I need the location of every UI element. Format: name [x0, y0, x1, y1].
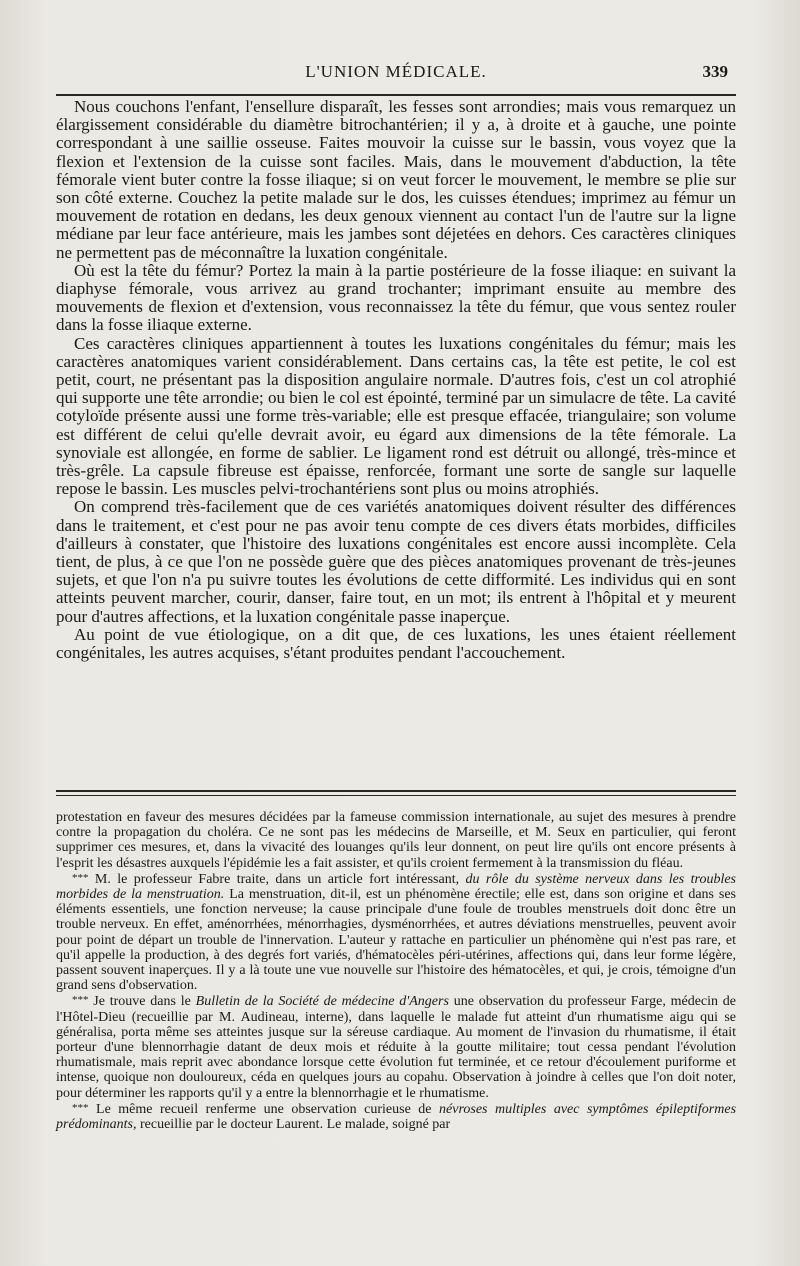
paragraph: Où est la tête du fémur? Portez la main à la partie postérieure de la fosse iliaque: en suivant la diaphyse fémorale, vous arrivez au grand trochanter; imprimant ensuite au membre des mouvements de flexion et d'extension, vous reconnaissez la tête du fémur, que vous sentez rouler dans la fosse iliaque externe.: [56, 260, 736, 335]
note-text: Le même recueil renferme une observation curieuse de: [96, 1101, 432, 1117]
note-text: M. le professeur Fabre traite, dans un article fort intéressant,: [94, 871, 460, 887]
paragraph: Au point de vue étiologique, on a dit que, de ces luxations, les unes étaient réellement congénitales, les autres acquises, s'étant produites pendant l'accouchement.: [56, 624, 736, 663]
section-divider: [56, 790, 736, 792]
main-text: [56, 98, 736, 662]
header-rule: [56, 94, 736, 96]
paragraph: Nous couchons l'enfant, l'ensellure disparaît, les fesses sont arrondies; mais vous remarquez un élargissement considérable du diamètre bitrochantérien; il y a, à droite et à gauche, une pointe correspondant à une saillie osseuse. Faites mouvoir la cuisse sur le bassin, vous voyez que la flexion et l'extension de la cuisse sont faciles. Mais, dans le mouvement d'abduction, la tête fémorale vient buter contre la fosse iliaque; si on veut forcer le mouvement, le membre se plie sur son côté externe. Couchez la petite malade sur le dos, les cuisses étendues; imprimez au fémur un mouvement de rotation en dedans, les deux genoux viennent au contact l'un de l'autre sur la ligne médiane par leur face antérieure, mais les jambes sont déjetées en dehors. Ces caractères cliniques ne permettent pas de méconnaître la luxation congénitale.: [56, 97, 736, 262]
paragraph: Ces caractères cliniques appartiennent à toutes les luxations congénitales du fémur; mais les caractères anatomiques varient considérablement. Dans certains cas, la tête est petite, le col est petit, court, ne présentant pas la disposition angulaire normale. D'autres fois, c'est un col atrophié qui supporte une tête arrondie; ou bien le col est épointé, terminé par un simulacre de tête. La cavité cotyloïde présente aussi une forme très-variable; elle est presque effacée, triangulaire; son volume est différent de celui qu'elle devrait avoir, eu égard aux dimensions de la tête fémorale. La synoviale est allongée, en forme de sablier. Le ligament rond est détruit ou allongé, très-mince et très-grêle. La capsule fibreuse est épaisse, renforcée, formant une sorte de sangle sur laquelle repose le bassin. Les muscles pelvi-trochantériens sont plus ou moins atrophiés.: [56, 333, 736, 499]
page-header: [56, 62, 736, 86]
section-divider-thin: [56, 795, 736, 796]
running-title: L'UNION MÉDICALE.: [305, 62, 487, 81]
note-text: La menstruation, dit-il, est un phénomène érectile; elle est, dans son origine et dans ses éléments essentiels, une fonction nerveuse; la cause principale d'une foule de troubles menstruels doit donc être un trouble nerveux. En effet, aménorrhées, ménorrhagies, dysménorrhées, et autres déviations menstruelles, peuvent avoir pour point de départ un trouble de l'innervation. L'auteur y rattache en particulier un phénomène qui n'est pas rare, et qu'il appelle la production, à des degrés fort variés, d'hématocèles péri-utérines, affections qui, dans leur forme légère, passent souvent inaperçues. Il y a là toute une vue nouvelle sur l'histoire des hématocèles, et qui, je crois, témoigne d'un grand sens d'observation.: [56, 887, 736, 994]
note-text: recueillie par le docteur Laurent. Le malade, soigné par: [140, 1117, 451, 1133]
asterism-icon: ***: [72, 871, 89, 884]
note-text: Je trouve dans le: [93, 994, 191, 1010]
note-paragraph: [56, 1101, 736, 1132]
note-paragraph: protestation en faveur des mesures décidées par la fameuse commission internationale, au sujet des mesures à prendre contre la propagation du choléra. Ce ne sont pas les médecins de Marseille, et M. Seux en particulier, qui feront supprimer ces mesures, et, dans la vivacité des louanges qu'ils leur donnent, on peut lire qu'ils ont encore présents à l'esprit les désastres auxquels l'épidémie les a fait assister, et qu'ils croient fermement à la transmission du fléau.: [56, 810, 736, 871]
paragraph: On comprend très-facilement que de ces variétés anatomiques doivent résulter des différences dans le traitement, et c'est pour ne pas avoir tenu compte de ces divers états morbides, difficiles d'ailleurs à constater, que l'histoire des luxations congénitales est encore aussi incomplète. Cela tient, de plus, à ce que l'on ne possède guère que des pièces anatomiques provenant de très-jeunes sujets, et que l'on n'a pu suivre toutes les évolutions de cette difformité. Les individus qui en sont atteints peuvent marcher, courir, danser, faire tout, en un mot; ils entrent à l'hôpital et y meurent pour d'autres affections, et la luxation congénitale passe inaperçue.: [56, 497, 736, 626]
note-paragraph: [56, 871, 736, 994]
article-title: névroses multiples avec symptômes épileptiformes prédominants,: [56, 1101, 737, 1133]
note-paragraph: [56, 993, 736, 1100]
article-title: du rôle du système nerveux dans les troubles morbides de la menstruation.: [56, 871, 737, 903]
asterism-icon: ***: [72, 994, 89, 1007]
feuilleton-notes: [56, 810, 736, 1132]
asterism-icon: ***: [72, 1101, 89, 1114]
journal-title: Bulletin de la Société de médecine d'Angers: [195, 994, 449, 1010]
note-text: une observation du professeur Farge, médecin de l'Hôtel-Dieu (recueillie par M. Audineau, interne), dans laquelle le malade fut atteint d'un rhumatisme aigu qui se généralisa, porta même ses atteintes jusque sur la séreuse cardiaque. Au moment de l'invasion du rhumatisme, il était porteur d'une blennorrhagie datant de deux mois et réduite à la goutte militaire; tout cessa pendant l'évolution rhumatismale, mais reprit avec abondance lorsque cette évolution fut terminée, et ce retour d'écoulement puriforme et intense, quoique non douloureux, céda en quelques jours au copahu. Observation à joindre à celles que l'on doit noter, pour déterminer les rapports qu'il y a entre la blennorrhagie et le rhumatisme.: [56, 994, 737, 1101]
page-number: 339: [702, 62, 728, 81]
